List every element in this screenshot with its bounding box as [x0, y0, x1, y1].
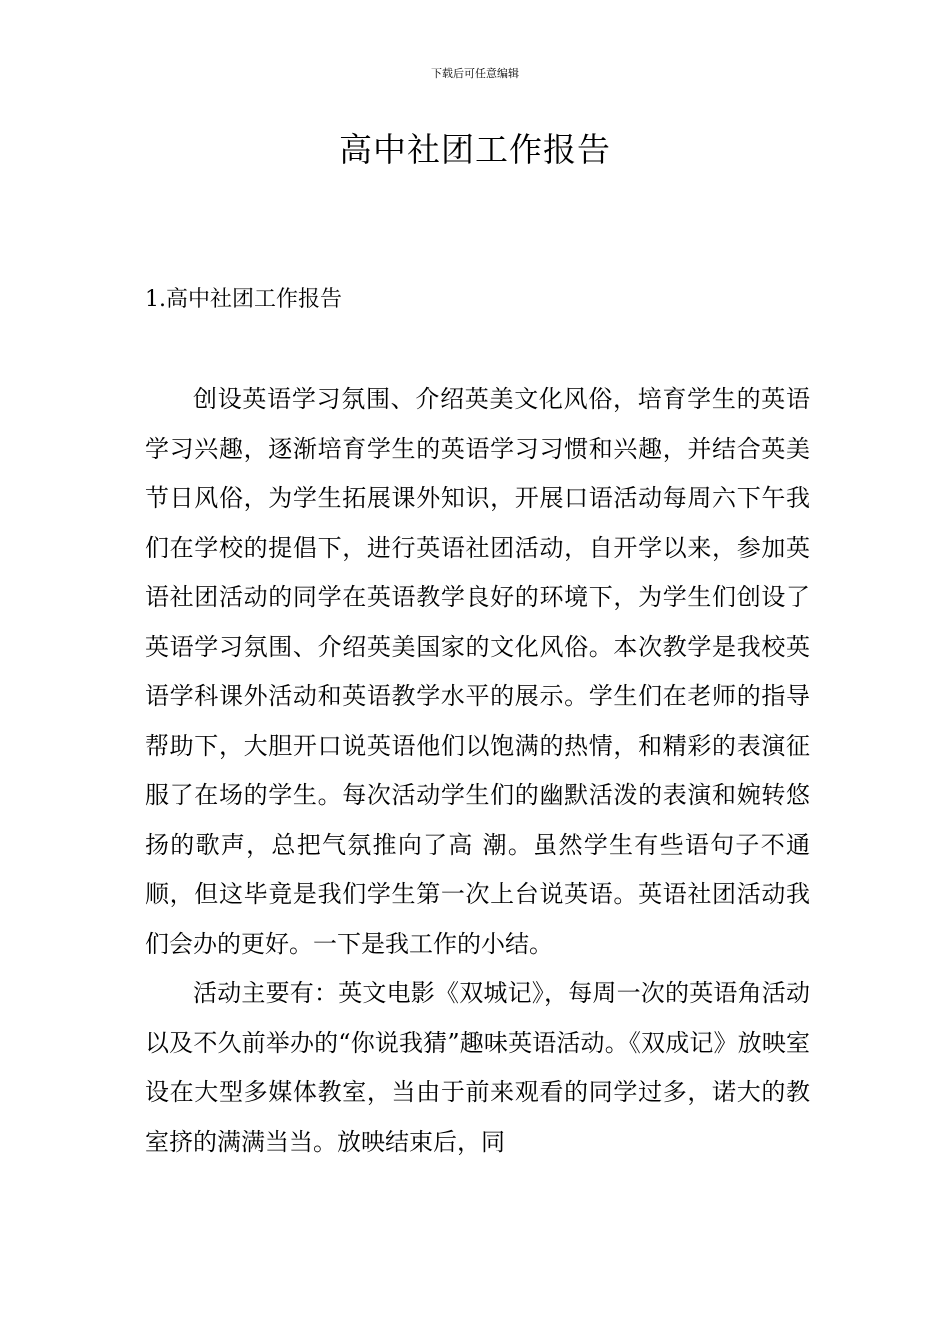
- document-title: 高中社团工作报告: [339, 130, 611, 169]
- section-heading: 1.高中社团工作报告: [145, 287, 342, 312]
- header-note: 下载后可任意编辑: [431, 67, 519, 80]
- paragraph-2: 活动主要有：英文电影《双城记》，每周一次的英语角活动以及不久前举办的“你说我猜”趣味英语活动。《双成记》放映室设在大型多媒体教室，当由于前来观看的同学过多，诺大的教室挤的满满当当。放映结束后，同: [145, 979, 810, 1156]
- body-text: [145, 375, 810, 1167]
- paragraph-1: 创设英语学习氛围、介绍英美文化风俗，培育学生的英语学习兴趣，逐渐培育学生的英语学习习惯和兴趣，并结合英美节日风俗，为学生拓展课外知识，开展口语活动每周六下午我们在学校的提倡下，进行英语社团活动，自开学以来，参加英语社团活动的同学在英语教学良好的环境下，为学生们创设了英语学习氛围、介绍英美国家的文化风俗。本次教学是我校英语学科课外活动和英语教学水平的展示。学生们在老师的指导帮助下，大胆开口说英语他们以饱满的热情，和精彩的表演征服了在场的学生。每次活动学生们的幽默活泼的表演和婉转悠扬的歌声，总把气氛推向了高 潮。虽然学生有些语句子不通顺，但这毕竟是我们学生第一次上台说英语。英语社团活动我们会办的更好。一下是我工作的小结。: [145, 385, 810, 958]
